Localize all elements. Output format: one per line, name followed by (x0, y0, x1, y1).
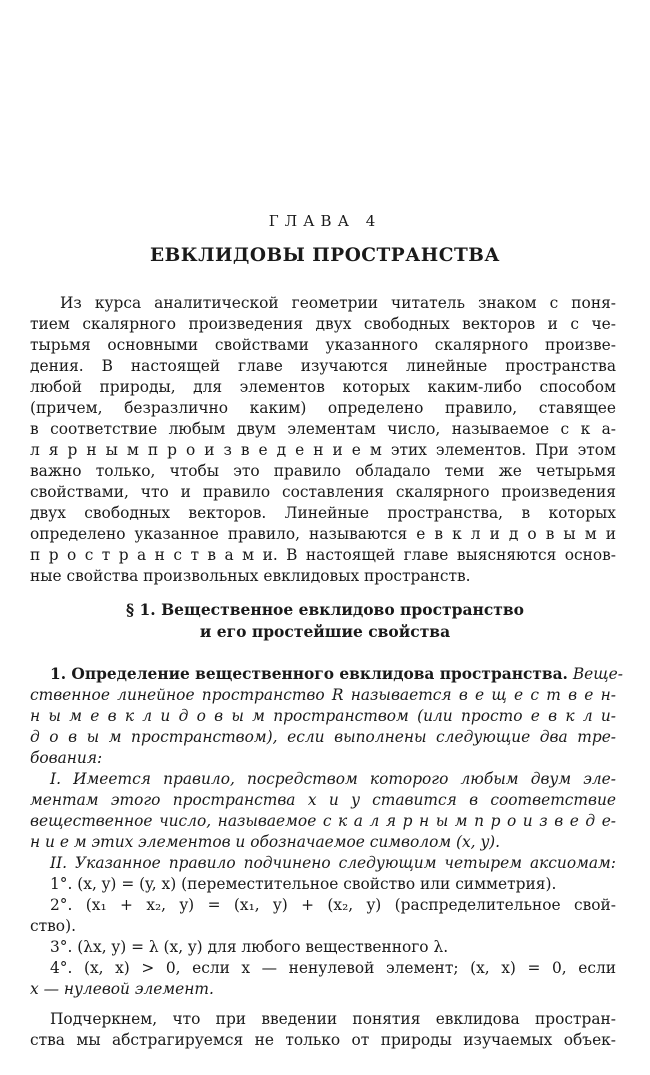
definition-heading: 1. Определение вещественного евклидова пространства. (50, 665, 568, 683)
intro-line: двух свободных векторов. Линейные пространства, в которых (30, 504, 616, 522)
definition-line: д о в ы м пространством), если выполнены следующие два тре- (30, 728, 616, 746)
definition-line: 1. Определение вещественного евклидова пространства. Веще- (50, 665, 623, 683)
chapter-title: ЕВКЛИДОВЫ ПРОСТРАНСТВА (150, 245, 500, 266)
definition-line: н ы м е в к л и д о в ы м пространством (или просто е в к л и- (30, 707, 616, 725)
intro-line: определено указанное правило, называются е в к л и д о в ы м и (30, 525, 616, 543)
definition-line: бования: (30, 749, 103, 767)
intro-line: свойствами, что и правило составления скалярного произведения (30, 483, 616, 501)
intro-line: тием скалярного произведения двух свободных векторов и с че- (30, 315, 616, 333)
intro-line: ные свойства произвольных евклидовых пространств. (30, 567, 471, 585)
section-title: § 1. Вещественное евклидово пространство (126, 600, 524, 619)
requirement-line: II. Указанное правило подчинено следующим четырем аксиомам: (50, 854, 616, 872)
intro-line: тырьмя основными свойствами указанного скалярного произве- (30, 336, 616, 354)
requirement-line: ментам этого пространства x и y ставится в соответствие (30, 791, 616, 809)
chapter-label: ГЛАВА 4 (268, 212, 382, 230)
requirement-line: н и е м этих элементов и обозначаемое символом (x, y). (30, 833, 501, 851)
requirement-line: вещественное число, называемое с к а л я р н ы м п р о и з в е д е- (30, 812, 616, 830)
intro-line: Из курса аналитической геометрии читатель знаком с поня- (60, 294, 616, 312)
closing-line: ства мы абстрагируемся не только от природы изучаемых объек- (30, 1031, 616, 1049)
axiom-line: 1°. (x, y) = (y, x) (переместительное свойство или симметрия). (50, 875, 557, 893)
axiom-line: x — нулевой элемент. (30, 980, 214, 998)
section-subtitle: и его простейшие свойства (199, 622, 451, 641)
closing-line: Подчеркнем, что при введении понятия евклидова простран- (50, 1010, 616, 1028)
intro-line: л я р н ы м п р о и з в е д е н и е м этих элементов. При этом (30, 441, 616, 459)
intro-line: важно только, чтобы это правило обладало теми же четырьмя (30, 462, 616, 480)
axiom-line: 3°. (λx, y) = λ (x, y) для любого вещественного λ. (50, 938, 449, 956)
requirement-line: I. Имеется правило, посредством которого любым двум эле- (50, 770, 616, 788)
axiom-line: 4°. (x, x) > 0, если x — ненулевой элемент; (x, x) = 0, если (50, 959, 616, 977)
intro-line: п р о с т р а н с т в а м и. В настоящей главе выясняются основ- (30, 546, 616, 564)
intro-line: (причем, безразлично каким) определено правило, ставящее (30, 399, 616, 417)
intro-line: в соответствие любым двум элементам число, называемое с к а- (30, 420, 616, 438)
intro-line: любой природы, для элементов которых каким-либо способом (30, 378, 616, 396)
axiom-line: 2°. (x₁ + x₂, y) = (x₁, y) + (x₂, y) (распределительное свой- (50, 896, 616, 914)
intro-line: дения. В настоящей главе изучаются линейные пространства (30, 357, 616, 375)
axiom-line: ство). (30, 917, 76, 935)
definition-line: ственное линейное пространство R называется в е щ е с т в е н- (30, 686, 616, 704)
